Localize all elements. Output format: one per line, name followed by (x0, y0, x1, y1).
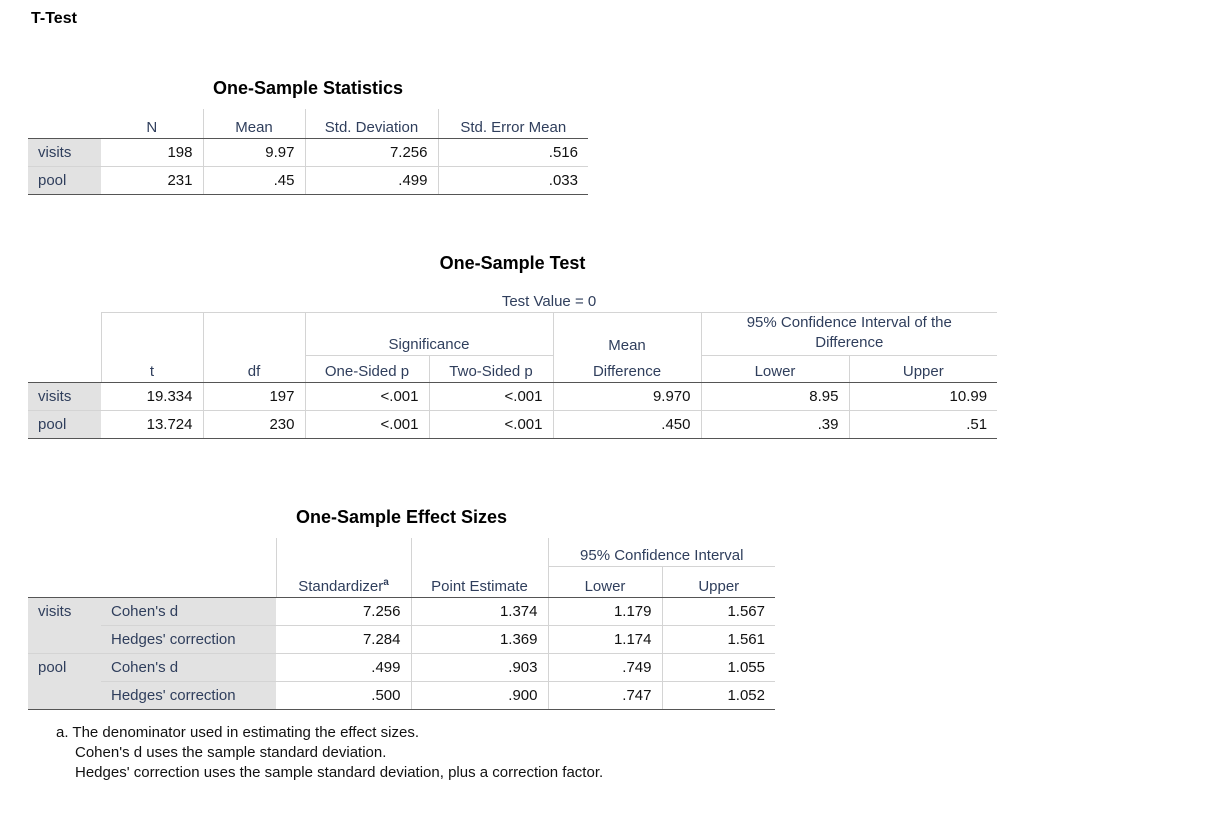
cell: .450 (553, 411, 701, 439)
stats-corner (28, 109, 101, 139)
cell: .500 (276, 682, 411, 710)
measure-label: Hedges' correction (101, 626, 276, 654)
effect-spacer (101, 567, 276, 598)
cell: .749 (548, 654, 662, 682)
test-table-title: One-Sample Test (439, 253, 586, 273)
cell: .033 (438, 167, 588, 195)
stats-table (28, 109, 588, 195)
stats-header-n: N (101, 109, 203, 139)
page-title: T-Test (31, 10, 77, 27)
cell: 1.567 (662, 598, 775, 626)
cell: .903 (411, 654, 548, 682)
cell: 1.561 (662, 626, 775, 654)
one-sided-header: One-Sided p (305, 356, 429, 383)
effect-table (28, 538, 775, 710)
row-label: visits (28, 383, 101, 411)
lower-header: Lower (548, 567, 662, 598)
group-label: pool (28, 654, 101, 710)
cell: .900 (411, 682, 548, 710)
cell: .39 (701, 411, 849, 439)
cell: 1.369 (411, 626, 548, 654)
table-row (28, 383, 997, 411)
footnote-line: a. The denominator used in estimating the effect sizes. (56, 724, 419, 741)
footnote-marker: a (383, 577, 389, 588)
cell: .499 (276, 654, 411, 682)
upper-header: Upper (849, 356, 997, 383)
cell: 10.99 (849, 383, 997, 411)
cell: 1.179 (548, 598, 662, 626)
cell: 7.256 (305, 139, 438, 167)
cell: 13.724 (101, 411, 203, 439)
cell: <.001 (305, 411, 429, 439)
row-label: pool (28, 411, 101, 439)
row-label: pool (28, 167, 101, 195)
cell: 1.174 (548, 626, 662, 654)
stats-header-mean: Mean (203, 109, 305, 139)
cell: .499 (305, 167, 438, 195)
table-row (28, 139, 588, 167)
cell: .747 (548, 682, 662, 710)
cell: .516 (438, 139, 588, 167)
cell: 1.055 (662, 654, 775, 682)
table-row (28, 167, 588, 195)
effect-spacer (101, 538, 276, 567)
cell: .51 (849, 411, 997, 439)
row-label: visits (28, 139, 101, 167)
stats-header-std-dev: Std. Deviation (305, 109, 438, 139)
cell: <.001 (429, 411, 553, 439)
measure-label: Cohen's d (101, 654, 276, 682)
test-corner (28, 286, 101, 313)
cell: 1.374 (411, 598, 548, 626)
stats-table-title: One-Sample Statistics (212, 78, 404, 98)
group-label: visits (28, 598, 101, 654)
lower-header: Lower (701, 356, 849, 383)
cell: <.001 (305, 383, 429, 411)
point-estimate-header: Point Estimate (411, 538, 548, 598)
footnotes (56, 723, 603, 783)
cell: 231 (101, 167, 203, 195)
mean-diff-header-bottom: Difference (553, 356, 701, 383)
cell: .45 (203, 167, 305, 195)
ci-header: 95% Confidence Interval (548, 538, 775, 567)
table-row (28, 626, 775, 654)
cell: 1.052 (662, 682, 775, 710)
upper-header: Upper (662, 567, 775, 598)
table-row (28, 411, 997, 439)
cell: 8.95 (701, 383, 849, 411)
footnote-line: Hedges' correction uses the sample standard deviation, plus a correction factor. (75, 764, 604, 781)
cell: 197 (203, 383, 305, 411)
test-spacer (28, 356, 101, 383)
cell: <.001 (429, 383, 553, 411)
table-row (28, 598, 775, 626)
cell: 9.970 (553, 383, 701, 411)
test-header-df: df (203, 313, 305, 383)
cell: 19.334 (101, 383, 203, 411)
table-row (28, 682, 775, 710)
cell: 7.256 (276, 598, 411, 626)
test-spacer (28, 313, 101, 356)
effect-table-title: One-Sample Effect Sizes (295, 507, 508, 527)
measure-label: Cohen's d (101, 598, 276, 626)
standardizer-label: Standardizer (298, 578, 384, 595)
test-header-t: t (101, 313, 203, 383)
table-row (28, 654, 775, 682)
stats-header-std-err: Std. Error Mean (438, 109, 588, 139)
cell: 7.284 (276, 626, 411, 654)
footnote-line: Cohen's d uses the sample standard deviation. (75, 744, 387, 761)
cell: 198 (101, 139, 203, 167)
effect-spacer (28, 538, 101, 567)
test-value-header: Test Value = 0 (101, 286, 997, 313)
two-sided-header: Two-Sided p (429, 356, 553, 383)
significance-header: Significance (305, 313, 553, 356)
mean-diff-header-top: Mean (553, 313, 701, 356)
test-table (28, 286, 997, 439)
cell: 9.97 (203, 139, 305, 167)
measure-label: Hedges' correction (101, 682, 276, 710)
standardizer-header (276, 538, 411, 598)
effect-spacer (28, 567, 101, 598)
ci-diff-header: 95% Confidence Interval of the Difference (701, 313, 997, 356)
cell: 230 (203, 411, 305, 439)
